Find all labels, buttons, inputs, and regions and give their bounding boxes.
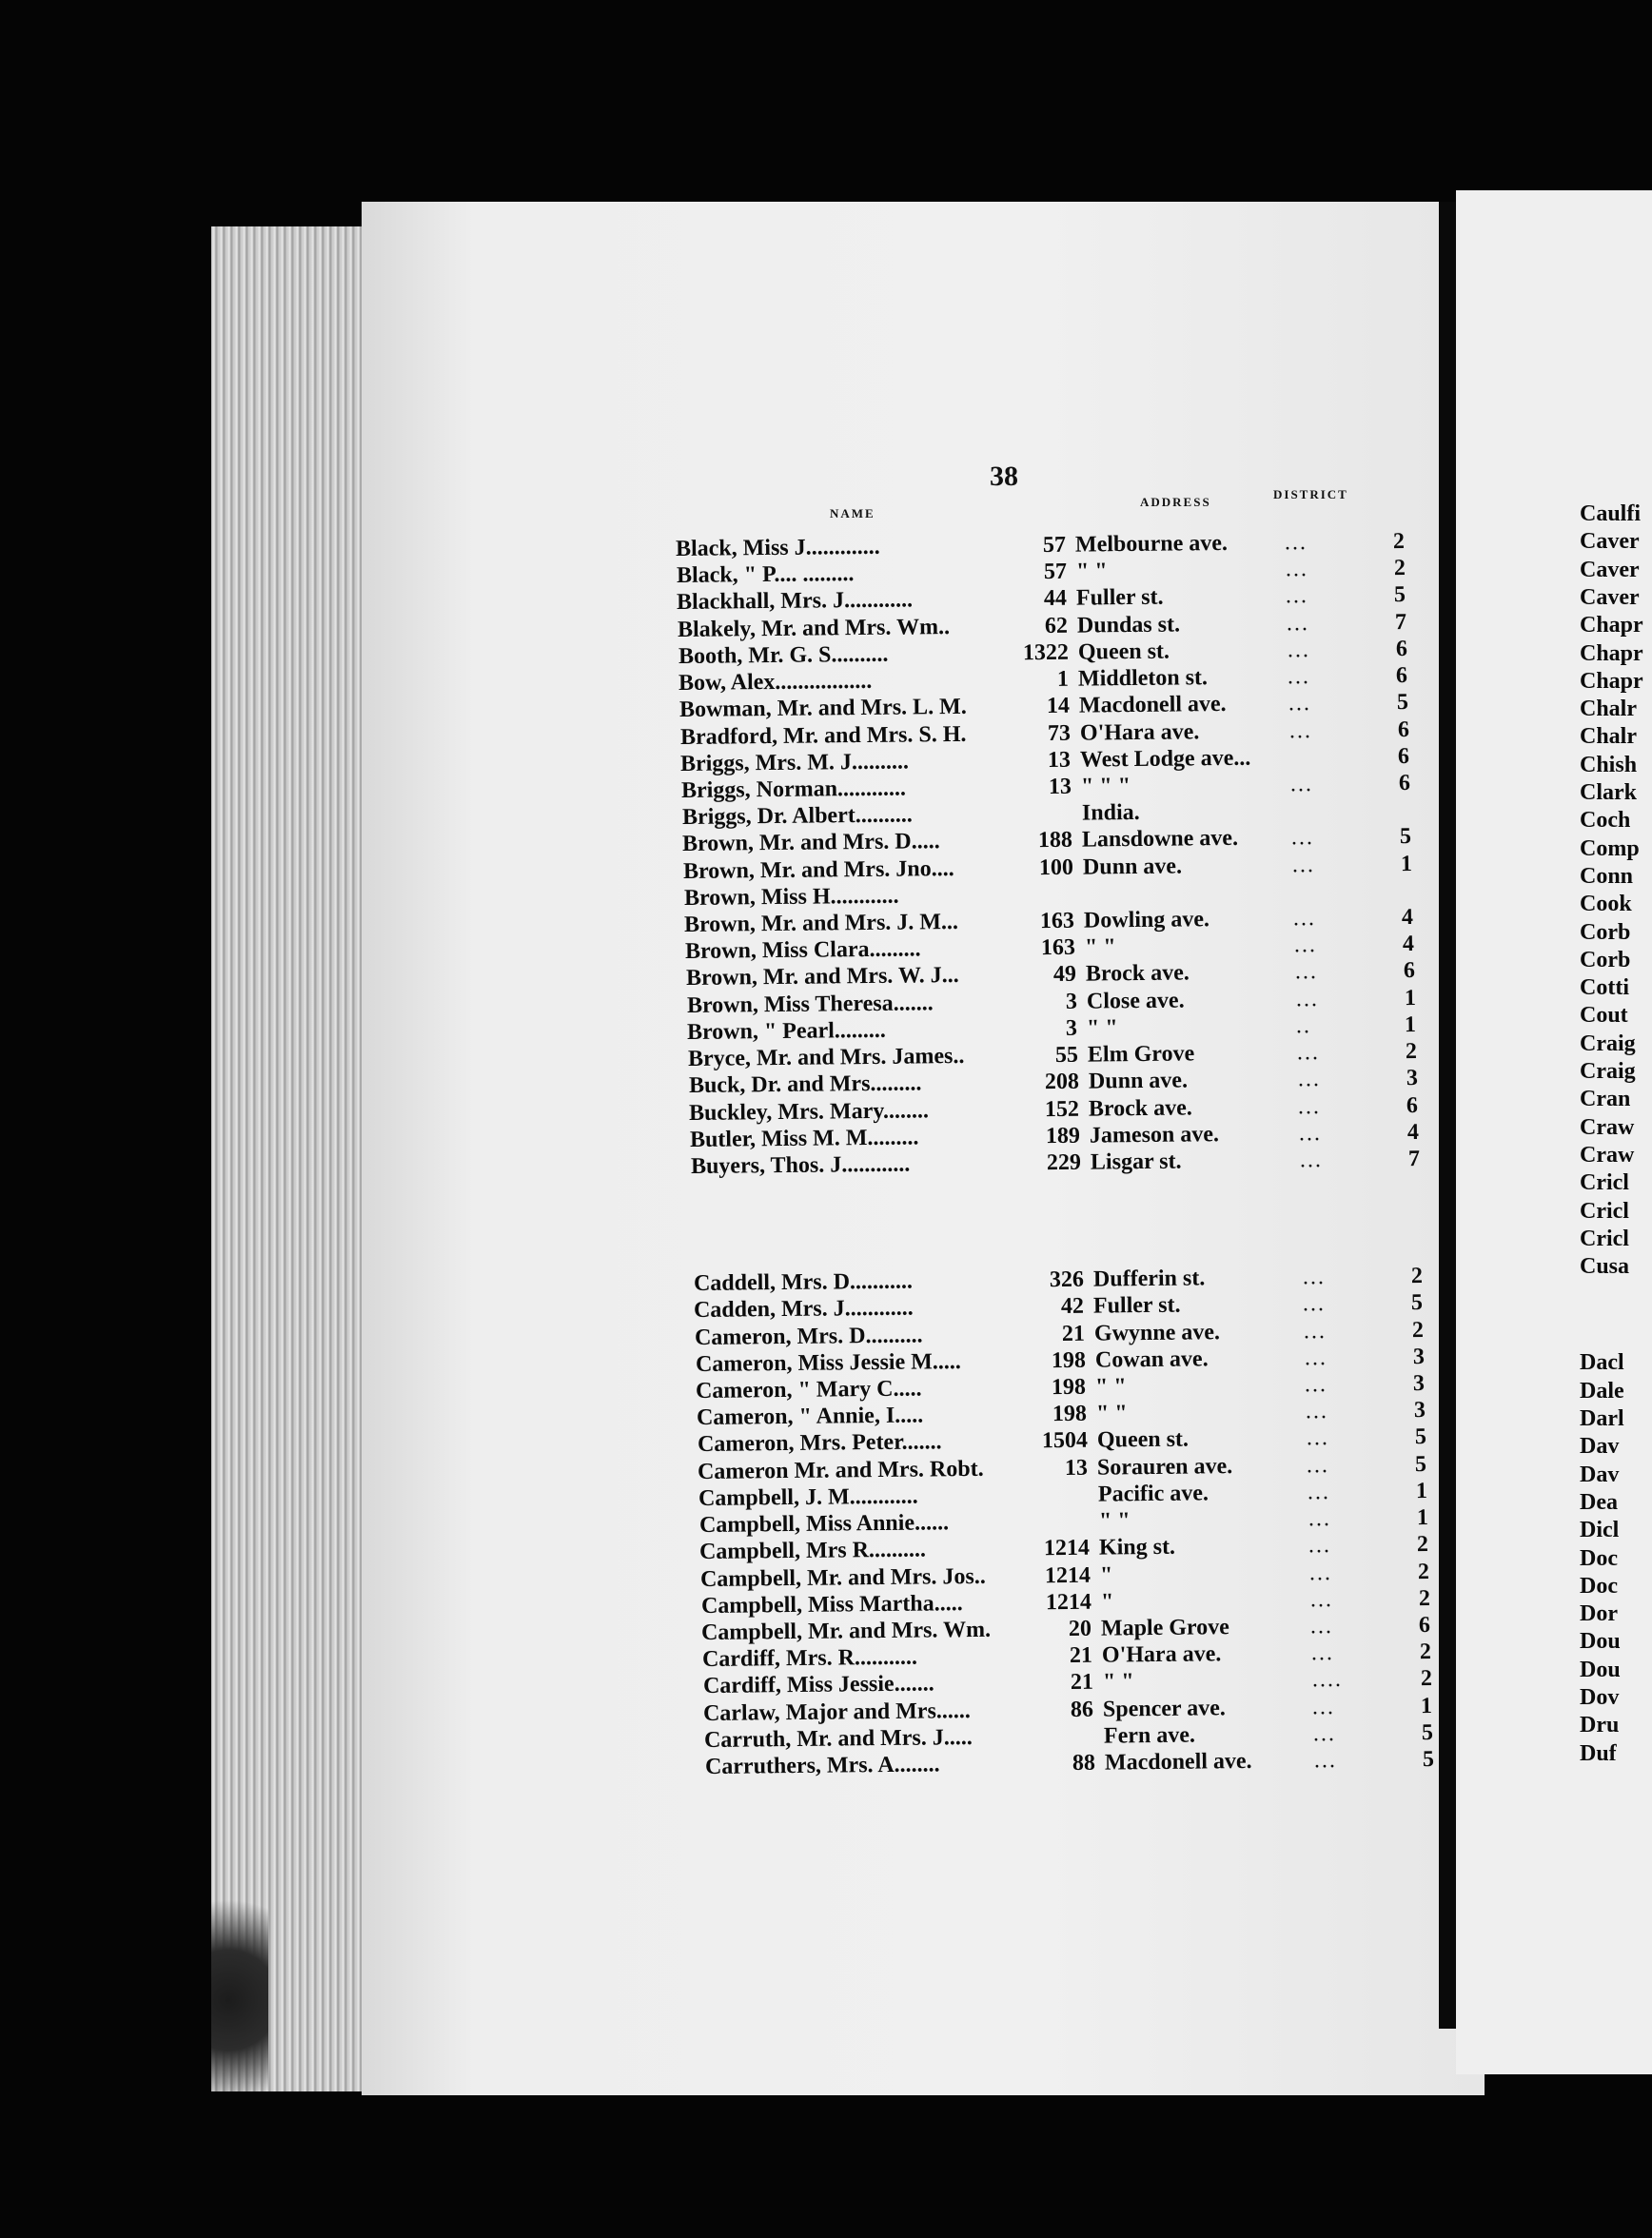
entry-leader-dots: ... [1291, 853, 1316, 878]
entry-leader-dots: ... [1297, 1067, 1322, 1092]
entry-district: 3 [1413, 1397, 1426, 1423]
entry-address: Brock ave. [1088, 1095, 1192, 1122]
entry-district: 1 [1420, 1693, 1433, 1719]
facing-page-name: Cook [1580, 892, 1632, 916]
entry-leader-dots: ... [1287, 638, 1311, 663]
entry-name: Blakely, Mr. and Mrs. Wm.. [677, 615, 951, 642]
entry-street-number: 198 [1051, 1347, 1087, 1374]
entry-street-number: 152 [1044, 1096, 1080, 1123]
entry-district: 5 [1414, 1423, 1427, 1450]
entry-name: Cameron, " Annie, I..... [696, 1403, 924, 1430]
facing-page-name: Dou [1580, 1658, 1621, 1682]
entry-name: Cardiff, Mrs. R........... [701, 1644, 918, 1672]
entry-leader-dots: ... [1284, 530, 1308, 556]
entry-address: Dunn ave. [1082, 854, 1183, 880]
entry-street-number: 208 [1044, 1069, 1080, 1095]
entry-address: " [1099, 1562, 1113, 1588]
entry-leader-dots: ... [1295, 987, 1320, 1012]
entry-address: Dufferin st. [1092, 1266, 1206, 1292]
entry-address: " [1100, 1589, 1114, 1615]
entry-leader-dots: ... [1308, 1533, 1332, 1559]
entry-address: Dowling ave. [1083, 907, 1210, 933]
entry-address: Pacific ave. [1097, 1481, 1210, 1507]
entry-name: Campbell, J. M............ [698, 1483, 918, 1511]
entry-address: Jameson ave. [1089, 1122, 1220, 1148]
entry-leader-dots: ... [1304, 1372, 1328, 1398]
entry-address: " " [1084, 934, 1116, 960]
entry-name: Brown, Miss Clara......... [684, 936, 921, 964]
entry-district: 7 [1394, 609, 1407, 636]
entry-leader-dots: ... [1288, 691, 1312, 717]
entry-leader-dots: ... [1311, 1695, 1336, 1720]
facing-page-name: Chapr [1580, 613, 1643, 638]
entry-street-number: 21 [1069, 1642, 1093, 1668]
facing-page-name: Duf [1580, 1741, 1617, 1766]
entry-address: Sorauren ave. [1096, 1454, 1233, 1481]
entry-address: " " [1086, 1015, 1118, 1041]
entry-name: Bradford, Mr. and Mrs. S. H. [679, 721, 967, 750]
entry-address: Dunn ave. [1088, 1068, 1189, 1094]
entry-leader-dots: ... [1306, 1453, 1330, 1479]
facing-page-name: Dale [1580, 1379, 1624, 1404]
facing-page-name: Dea [1580, 1490, 1618, 1515]
facing-page-name: Craw [1580, 1143, 1635, 1168]
entry-leader-dots: ... [1299, 1148, 1324, 1173]
entry-leader-dots: ... [1305, 1399, 1329, 1424]
entry-name: Carlaw, Major and Mrs...... [702, 1698, 971, 1726]
page-number: 38 [990, 461, 1018, 492]
entry-address: Close ave. [1086, 988, 1185, 1014]
entry-address: Macdonell ave. [1078, 691, 1227, 718]
entry-address: " " [1094, 1374, 1127, 1400]
entry-name: Blackhall, Mrs. J............ [676, 587, 914, 615]
entry-street-number: 188 [1037, 827, 1073, 854]
entry-name: Black, Miss J............. [675, 534, 880, 561]
entry-street-number: 57 [1043, 559, 1068, 584]
facing-page-name: Doc [1580, 1546, 1618, 1571]
entry-name: Buyers, Thos. J............ [690, 1151, 911, 1179]
entry-name: Cameron, Mrs. Peter....... [697, 1429, 942, 1457]
entry-street-number: 13 [1064, 1455, 1089, 1481]
entry-street-number: 3 [1065, 1015, 1078, 1041]
entry-district: 6 [1406, 1092, 1419, 1119]
entry-district: 1 [1400, 851, 1413, 877]
entry-street-number: 88 [1072, 1750, 1096, 1776]
entry-address: Melbourne ave. [1074, 530, 1229, 558]
entry-district: 3 [1412, 1370, 1426, 1397]
entry-district: 5 [1396, 689, 1409, 716]
facing-page-name: Cricl [1580, 1170, 1629, 1195]
entry-address: Dundas st. [1076, 612, 1181, 638]
entry-name: Cadden, Mrs. J............ [693, 1295, 914, 1323]
entry-name: Cameron, " Mary C..... [695, 1376, 922, 1404]
entry-district: 3 [1412, 1344, 1426, 1370]
entry-address: Elm Grove [1087, 1041, 1195, 1068]
entry-district: 2 [1393, 555, 1406, 581]
entry-address: Middleton st. [1077, 665, 1209, 692]
facing-page-name: Dov [1580, 1685, 1620, 1710]
entry-leader-dots: ... [1288, 718, 1313, 744]
entry-street-number [1013, 1507, 1090, 1508]
entry-name: Briggs, Dr. Albert.......... [681, 802, 913, 830]
entry-district: 6 [1418, 1612, 1431, 1639]
entry-leader-dots: ... [1307, 1480, 1331, 1505]
facing-page-name: Corb [1580, 920, 1631, 945]
entry-name: Brown, Mr. and Mrs. J. M... [683, 909, 959, 937]
entry-district: 5 [1422, 1746, 1435, 1773]
entry-street-number: 73 [1047, 720, 1072, 746]
entry-address: Lisgar st. [1090, 1148, 1182, 1175]
entry-address: " " [1075, 559, 1108, 584]
facing-page-name: Craig [1580, 1031, 1636, 1056]
entry-address: India. [1081, 799, 1140, 826]
entry-name: Briggs, Norman............ [680, 775, 907, 803]
entry-street-number: 1 [1056, 666, 1070, 692]
entry-street-number: 86 [1070, 1697, 1094, 1722]
entry-name: Campbell, Mr. and Mrs. Jos.. [699, 1563, 986, 1592]
entry-leader-dots: ... [1303, 1319, 1328, 1345]
facing-page-name: Chish [1580, 753, 1638, 777]
entry-district: 7 [1407, 1146, 1421, 1172]
entry-name: Bowman, Mr. and Mrs. L. M. [678, 694, 967, 722]
entry-leader-dots: ... [1297, 1094, 1322, 1120]
entry-name: Briggs, Mrs. M. J.......... [679, 749, 910, 776]
column-header-district: DISTRICT [1273, 487, 1348, 501]
facing-page-name: Chapr [1580, 641, 1643, 666]
entry-district: 2 [1418, 1585, 1431, 1612]
entry-leader-dots: ... [1313, 1748, 1338, 1774]
facing-page-name: Caver [1580, 558, 1640, 582]
entry-district: 1 [1404, 985, 1417, 1011]
entry-district: 6 [1397, 743, 1410, 770]
entry-name: Caddell, Mrs. D........... [693, 1268, 914, 1296]
entry-address: King st. [1098, 1534, 1176, 1561]
entry-street-number: 229 [1046, 1149, 1082, 1176]
entry-district: 2 [1416, 1531, 1429, 1558]
entry-street-number: 1322 [1022, 639, 1070, 666]
entry-street-number: 1214 [1043, 1535, 1091, 1561]
entry-street-number: 326 [1049, 1266, 1085, 1293]
facing-page-name: Dru [1580, 1713, 1620, 1737]
facing-page-name: Cricl [1580, 1227, 1629, 1251]
entry-street-number: 3 [1065, 989, 1078, 1014]
entry-district: 2 [1411, 1317, 1425, 1344]
entry-district: 6 [1395, 662, 1408, 689]
entry-leader-dots: ... [1285, 583, 1309, 609]
entry-name: Brown, Mr. and Mrs. W. J... [685, 962, 959, 991]
entry-address: " " " [1080, 774, 1131, 799]
entry-district: 4 [1406, 1119, 1420, 1146]
entry-leader-dots: ... [1309, 1587, 1334, 1613]
entry-leader-dots: ... [1298, 1121, 1323, 1147]
column-header-address: ADDRESS [1140, 495, 1211, 509]
facing-page-name: Comp [1580, 836, 1640, 861]
entry-district: 3 [1406, 1065, 1419, 1091]
facing-page-name: Craw [1580, 1115, 1635, 1140]
facing-page-name: Dav [1580, 1434, 1620, 1459]
entry-district: 2 [1420, 1665, 1433, 1692]
entry-address: O'Hara ave. [1101, 1641, 1222, 1668]
entry-district: 4 [1401, 904, 1414, 931]
column-header-name: NAME [830, 506, 875, 520]
entry-street-number: 189 [1045, 1123, 1081, 1149]
entry-district: 5 [1410, 1289, 1424, 1316]
facing-page-name: Doc [1580, 1574, 1618, 1599]
entry-address: Lansdowne ave. [1081, 825, 1239, 853]
entry-street-number: 42 [1060, 1293, 1085, 1319]
entry-street-number: 20 [1068, 1616, 1092, 1641]
facing-page-name: Cran [1580, 1087, 1631, 1111]
entry-address: Spencer ave. [1102, 1696, 1226, 1722]
entry-name: Carruthers, Mrs. A........ [704, 1752, 940, 1779]
facing-page-name: Caver [1580, 585, 1640, 610]
entry-leader-dots: ... [1310, 1640, 1335, 1666]
entry-street-number: 21 [1070, 1669, 1094, 1695]
entry-leader-dots: ... [1302, 1265, 1327, 1290]
entry-leader-dots: ... [1287, 664, 1311, 690]
entry-address: " " [1095, 1401, 1128, 1426]
entry-leader-dots: .. [1295, 1013, 1312, 1039]
entry-leader-dots: ... [1309, 1614, 1334, 1639]
entry-district: 6 [1395, 636, 1408, 662]
entry-name: Brown, Miss Theresa....... [686, 991, 934, 1018]
facing-page-name: Cusa [1580, 1254, 1630, 1279]
entry-leader-dots: ... [1285, 557, 1309, 582]
facing-page-name: Darl [1580, 1406, 1624, 1431]
entry-district: 5 [1393, 581, 1406, 608]
facing-page-name: Cotti [1580, 975, 1629, 1000]
entry-name: Campbell, Mr. and Mrs. Wm. [700, 1617, 992, 1645]
entry-street-number: 1214 [1044, 1562, 1092, 1589]
entry-district: 2 [1417, 1559, 1430, 1585]
entry-name: Campbell, Miss Annie...... [698, 1510, 950, 1538]
entry-street-number: 14 [1046, 693, 1071, 718]
facing-page-name: Chalr [1580, 724, 1637, 749]
entry-district: 2 [1405, 1038, 1418, 1065]
entry-address: West Lodge ave... [1079, 745, 1251, 773]
entry-name: Butler, Miss M. M......... [689, 1125, 919, 1152]
facing-page-name: Dacl [1580, 1350, 1624, 1375]
entry-district: 5 [1399, 823, 1412, 850]
entry-address: Fern ave. [1103, 1722, 1196, 1749]
entry-street-number: 1504 [1041, 1427, 1089, 1454]
entry-street-number: 1214 [1045, 1589, 1092, 1616]
entry-name: Bow, Alex................. [678, 668, 873, 696]
entry-name: Brown, Miss H............ [683, 883, 899, 911]
entry-street-number: 198 [1051, 1374, 1087, 1401]
entry-street-number: 44 [1043, 585, 1068, 611]
entry-street-number: 55 [1054, 1042, 1079, 1068]
entry-address: Fuller st. [1092, 1292, 1181, 1319]
entry-address: Maple Grove [1100, 1615, 1229, 1641]
facing-page-name: Dicl [1580, 1518, 1620, 1542]
facing-page-name: Chalr [1580, 697, 1637, 721]
facing-page-name: Dor [1580, 1601, 1618, 1626]
entry-leader-dots: ... [1296, 1040, 1321, 1066]
entry-name: Cameron Mr. and Mrs. Robt. [697, 1456, 984, 1484]
entry-district: 2 [1419, 1639, 1432, 1665]
entry-leader-dots: ... [1290, 825, 1315, 851]
entry-leader-dots: ... [1293, 932, 1318, 958]
facing-page-name: Clark [1580, 780, 1637, 805]
entry-street-number: 21 [1061, 1321, 1086, 1346]
entry-leader-dots: ... [1302, 1291, 1327, 1317]
entry-street-number: 163 [1040, 934, 1076, 961]
entry-district: 5 [1421, 1719, 1434, 1746]
facing-page-name: Caulfi [1580, 501, 1642, 526]
entry-leader-dots: ... [1312, 1721, 1337, 1747]
entry-street-number: 163 [1039, 908, 1075, 934]
entry-district: 6 [1398, 770, 1411, 796]
entry-leader-dots: ... [1292, 906, 1317, 932]
entry-street-number: 100 [1038, 854, 1074, 881]
entry-name: Bryce, Mr. and Mrs. James.. [687, 1043, 965, 1071]
entry-name: Campbell, Mrs R.......... [698, 1537, 927, 1564]
entry-leader-dots: ... [1286, 611, 1310, 637]
entry-district: 2 [1392, 528, 1406, 555]
entry-street-number: 57 [1042, 532, 1067, 558]
facing-page-name: Cricl [1580, 1199, 1629, 1224]
entry-name: Buck, Dr. and Mrs......... [688, 1070, 922, 1098]
facing-page-name: Dav [1580, 1463, 1620, 1487]
entry-district: 5 [1414, 1451, 1427, 1478]
entry-leader-dots: ... [1308, 1561, 1333, 1586]
entry-street-number: 198 [1052, 1401, 1088, 1427]
entry-name: Buckley, Mrs. Mary........ [688, 1098, 930, 1126]
entry-leader-dots: .... [1311, 1666, 1344, 1693]
entry-leader-dots: ... [1294, 959, 1319, 985]
entry-leader-dots: ... [1308, 1506, 1332, 1532]
entry-street-number: 49 [1052, 961, 1077, 987]
facing-page-name: Cout [1580, 1003, 1628, 1028]
entry-district: 1 [1416, 1504, 1429, 1531]
entry-street-number: 13 [1047, 747, 1072, 773]
entry-name: Booth, Mr. G. S.......... [678, 641, 889, 669]
entry-leader-dots: ... [1304, 1345, 1328, 1371]
entry-street-number: 13 [1048, 774, 1072, 799]
entry-name: Campbell, Miss Martha..... [700, 1591, 963, 1619]
entry-leader-dots: ... [1289, 772, 1314, 797]
entry-district: 4 [1402, 931, 1415, 957]
facing-page-name: Conn [1580, 864, 1634, 889]
facing-page-name: Caver [1580, 529, 1640, 554]
entry-address: Queen st. [1077, 638, 1170, 665]
entry-name: Brown, Mr. and Mrs. D..... [681, 829, 940, 856]
entry-name: Brown, Mr. and Mrs. Jno.... [682, 856, 954, 884]
entry-name: Carruth, Mr. and Mrs. J..... [703, 1725, 973, 1753]
entry-address: Gwynne ave. [1093, 1320, 1221, 1346]
entry-district: 1 [1404, 1011, 1417, 1038]
entry-name: Cardiff, Miss Jessie....... [702, 1671, 934, 1698]
facing-page-name: Chapr [1580, 669, 1643, 694]
entry-address: Brock ave. [1085, 960, 1190, 987]
entry-address: " " [1098, 1508, 1131, 1534]
entry-address: Macdonell ave. [1104, 1748, 1252, 1776]
facing-page-name: Corb [1580, 948, 1631, 972]
entry-name: Cameron, Mrs. D.......... [694, 1323, 923, 1350]
entry-address: Queen st. [1096, 1426, 1190, 1453]
entry-leader-dots: ... [1306, 1425, 1330, 1451]
facing-page-name: Coch [1580, 808, 1631, 833]
entry-name: Cameron, Miss Jessie M..... [695, 1349, 961, 1377]
entry-district: 1 [1415, 1478, 1428, 1504]
entry-district: 2 [1410, 1263, 1424, 1289]
entry-name: Black, " P.... ......... [676, 561, 855, 588]
entry-district: 6 [1403, 957, 1416, 984]
facing-page-name: Craig [1580, 1059, 1636, 1084]
entry-street-number: 62 [1044, 613, 1069, 638]
entry-name: Brown, " Pearl......... [686, 1017, 886, 1045]
entry-district: 6 [1397, 717, 1410, 743]
entry-address: " " [1102, 1669, 1134, 1695]
entry-address: Fuller st. [1075, 584, 1164, 611]
entry-address: Cowan ave. [1094, 1346, 1209, 1373]
facing-page-name: Dou [1580, 1629, 1621, 1654]
entry-address: O'Hara ave. [1079, 719, 1200, 746]
